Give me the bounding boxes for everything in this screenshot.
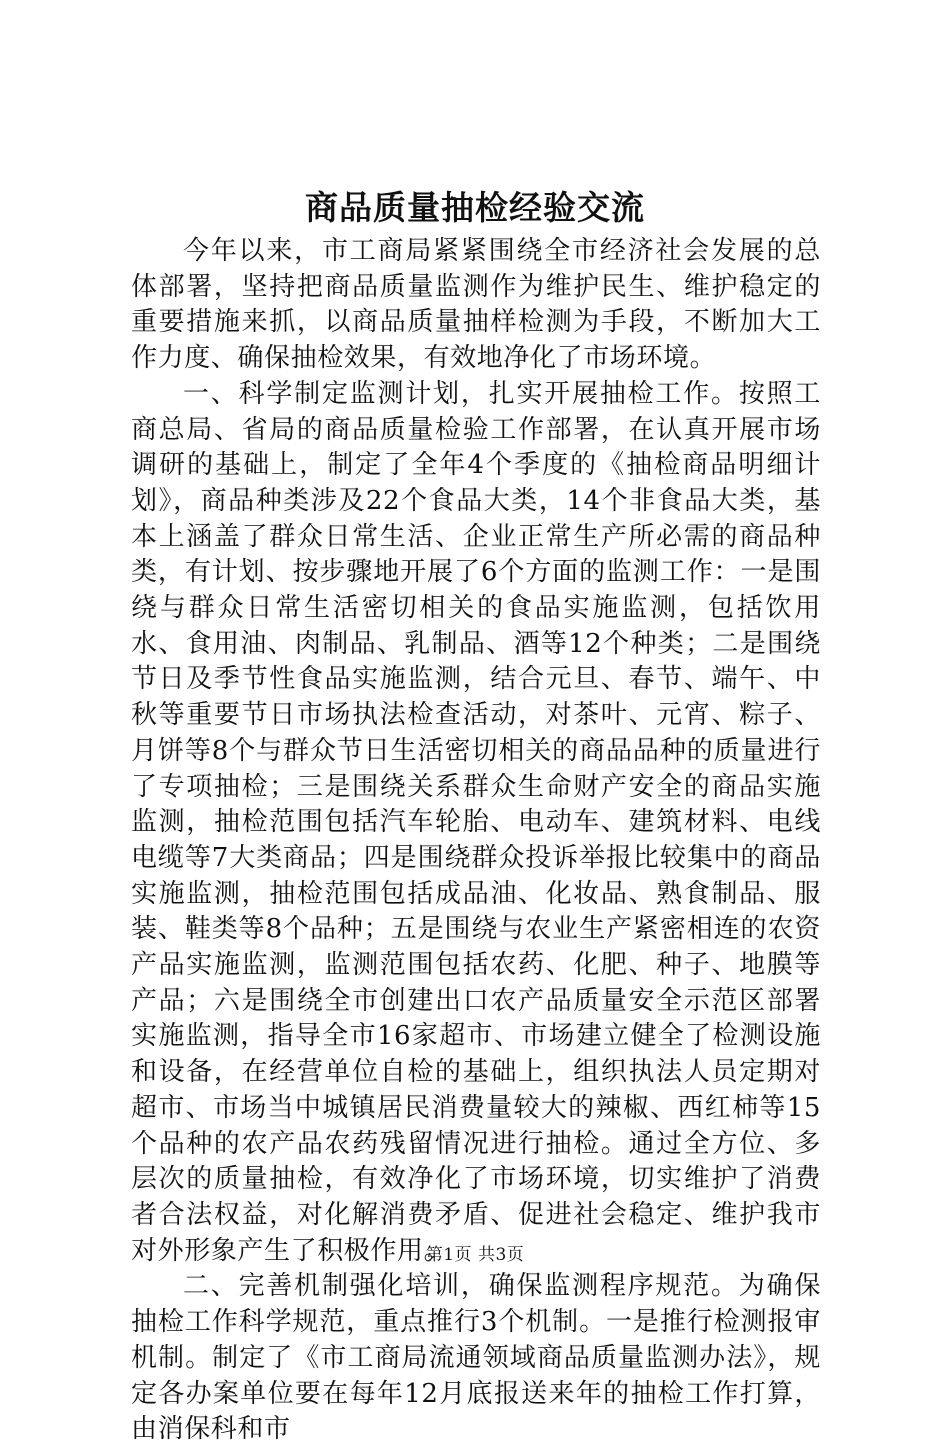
section-two-paragraph: 二、完善机制强化培训，确保监测程序规范。为确保抽检工作科学规范，重点推行3个机制。一是推行检测报审机制。制定了《市工商局流通领域商品质量监测办法》，规定各办案单位要在每年12月底报送来年的抽检工作打算，由消保科和市 [131,1271,821,1445]
section-one-paragraph: 一、科学制定监测计划，扎实开展抽检工作。按照工商总局、省局的商品质量检验工作部署，在认真开展市场调研的基础上，制定了全年4个季度的《抽检商品明细计划》，商品种类涉及22个食品大类，14个非食品大类，基本上涵盖了群众日常生活、企业正常生产所必需的商品种类，有计划、按步骤地开展了6个方面的监测工作：一是围绕与群众日常生活密切相关的食品实施监测，包括饮用水、食用油、肉制品、乳制品、酒等12个种类；二是围绕节日及季节性食品实施监测，结合元旦、春节、端午、中秋等重要节日市场执法检查活动，对茶叶、元宵、粽子、月饼等8个与群众节日生活密切相关的商品品种的质量进行了专项抽检；三是围绕关系群众生命财产安全的商品实施监测，抽检范围包括汽车轮胎、电动车、建筑材料、电线电缆等7大类商品；四是围绕群众投诉举报比较集中的商品实施监测，抽检范围包括成品油、化妆品、熟食制品、服装、鞋类等8个品种；五是围绕与农业生产紧密相连的农资产品实施监测，监测范围包括农药、化肥、种子、地膜等产品；六是围绕全市创建出口农产品质量安全示范区部署实施监测，指导全市16家超市、市场建立健全了检测设施和设备，在经营单位自检的基础上，组织执法人员定期对超市、市场当中城镇居民消费量较大的辣椒、西红柿等15个品种的农产品农药残留情况进行抽检。通过全方位、多层次的质量抽检，有效净化了市场环境，切实维护了消费者合法权益，对化解消费矛盾、促进社会稳定、维护我市对外形象产生了积极作用。 [131,378,821,1266]
document-title: 商品质量抽检经验交流 [305,188,645,227]
page-number-footer: 第1页 共3页 [425,1245,525,1265]
intro-paragraph: 今年以来，市工商局紧紧围绕全市经济社会发展的总体部署，坚持把商品质量监测作为维护民生、维护稳定的重要措施来抓，以商品质量抽样检测为手段，不断加大工作力度、确保抽检效果，有效地净化了市场环境。 [131,236,821,374]
